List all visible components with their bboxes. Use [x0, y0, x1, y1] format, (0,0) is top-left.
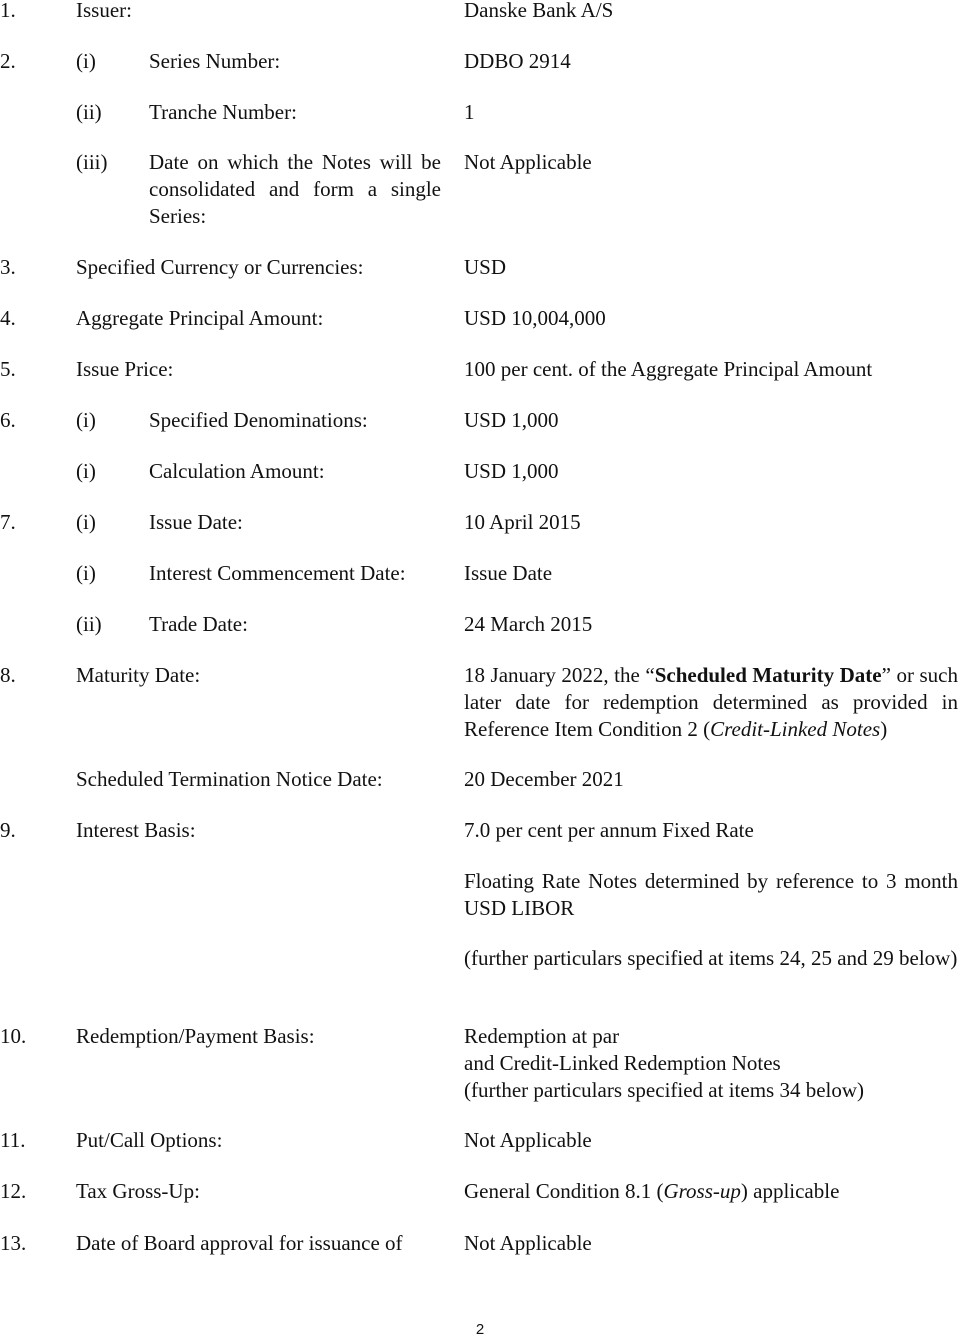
- item-number: 4.: [0, 306, 16, 330]
- maturity-text-b: ” or such later date for redemption determined as provided in Reference Item Condition 2 (: [464, 663, 958, 741]
- item-value: Danske Bank A/S: [464, 0, 614, 22]
- item-value: 20 December 2021: [464, 767, 624, 791]
- item-subnumber: (i): [76, 408, 96, 432]
- item-number: 12.: [0, 1179, 27, 1203]
- item-label: Put/Call Options:: [76, 1128, 223, 1152]
- item-label: Scheduled Termination Notice Date:: [76, 767, 383, 791]
- taxgross-text-a: General Condition 8.1 (: [464, 1179, 664, 1203]
- item-label: Interest Commencement Date:: [149, 561, 406, 585]
- item-value: [464, 1178, 958, 1205]
- item-value: Not Applicable: [464, 150, 592, 174]
- item-label: Specified Denominations:: [149, 408, 368, 432]
- taxgross-italic-term: Gross-up: [663, 1179, 741, 1203]
- item-label: Tax Gross-Up:: [76, 1179, 200, 1203]
- item-value: (further particulars specified at items 24, 25 and 29 below): [464, 946, 958, 970]
- item-value: Not Applicable: [464, 1231, 592, 1255]
- maturity-text-c: ): [880, 717, 888, 741]
- value-line: and Credit-Linked Redemption Notes: [464, 1051, 781, 1075]
- item-value: DDBO 2914: [464, 49, 571, 73]
- item-value: Not Applicable: [464, 1128, 592, 1152]
- page-number: 2: [475, 1321, 485, 1338]
- value-line: Redemption at par: [464, 1024, 620, 1048]
- taxgross-text-b: ) applicable: [740, 1179, 840, 1203]
- item-label: Maturity Date:: [76, 663, 201, 687]
- maturity-italic-term: Credit-Linked Notes: [710, 717, 881, 741]
- item-value: 1: [464, 100, 475, 124]
- item-label: Issuer:: [76, 0, 132, 22]
- item-number: 9.: [0, 818, 16, 842]
- item-subnumber: (ii): [76, 100, 102, 124]
- item-number: 7.: [0, 510, 16, 534]
- item-number: 5.: [0, 357, 16, 381]
- item-subnumber: (i): [76, 561, 96, 585]
- item-label: Date on which the Notes will be consolidated and form a single Series:: [149, 150, 441, 228]
- maturity-defined-term: Scheduled Maturity Date: [654, 663, 882, 687]
- value-line: (further particulars specified at items 34 below): [464, 1078, 865, 1102]
- item-value: USD 1,000: [464, 459, 559, 483]
- item-number: 10.: [0, 1024, 27, 1048]
- item-label: Specified Currency or Currencies:: [76, 255, 364, 279]
- item-number: 3.: [0, 255, 16, 279]
- item-value: [464, 662, 958, 743]
- item-label: Issue Price:: [76, 357, 174, 381]
- item-subnumber: (iii): [76, 150, 108, 174]
- item-value: Floating Rate Notes determined by reference to 3 month USD LIBOR: [464, 869, 958, 920]
- item-value: 7.0 per cent per annum Fixed Rate: [464, 818, 754, 842]
- item-value: USD: [464, 255, 507, 279]
- item-label: Calculation Amount:: [149, 459, 325, 483]
- item-number: 1.: [0, 0, 16, 22]
- item-subnumber: (i): [76, 49, 96, 73]
- item-number: 11.: [0, 1128, 26, 1152]
- item-subnumber: (i): [76, 510, 96, 534]
- item-value: 24 March 2015: [464, 612, 593, 636]
- item-number: 8.: [0, 663, 16, 687]
- item-label: Trade Date:: [149, 612, 248, 636]
- item-subnumber: (ii): [76, 612, 102, 636]
- item-number: 2.: [0, 49, 16, 73]
- item-label: Date of Board approval for issuance of: [76, 1231, 403, 1255]
- item-subnumber: (i): [76, 459, 96, 483]
- item-label: Tranche Number:: [149, 100, 297, 124]
- item-value: USD 1,000: [464, 408, 559, 432]
- item-label: Interest Basis:: [76, 818, 196, 842]
- maturity-text-a: 18 January 2022, the “: [464, 663, 655, 687]
- item-label: Series Number:: [149, 49, 281, 73]
- item-value: 100 per cent. of the Aggregate Principal Amount: [464, 357, 873, 381]
- item-value: Issue Date: [464, 561, 553, 585]
- item-label: Issue Date:: [149, 510, 243, 534]
- item-value: 10 April 2015: [464, 510, 581, 534]
- item-value: [464, 1023, 958, 1104]
- item-label: Redemption/Payment Basis:: [76, 1024, 315, 1048]
- item-label: Aggregate Principal Amount:: [76, 306, 324, 330]
- item-value: USD 10,004,000: [464, 306, 606, 330]
- item-number: 6.: [0, 408, 16, 432]
- item-number: 13.: [0, 1231, 27, 1255]
